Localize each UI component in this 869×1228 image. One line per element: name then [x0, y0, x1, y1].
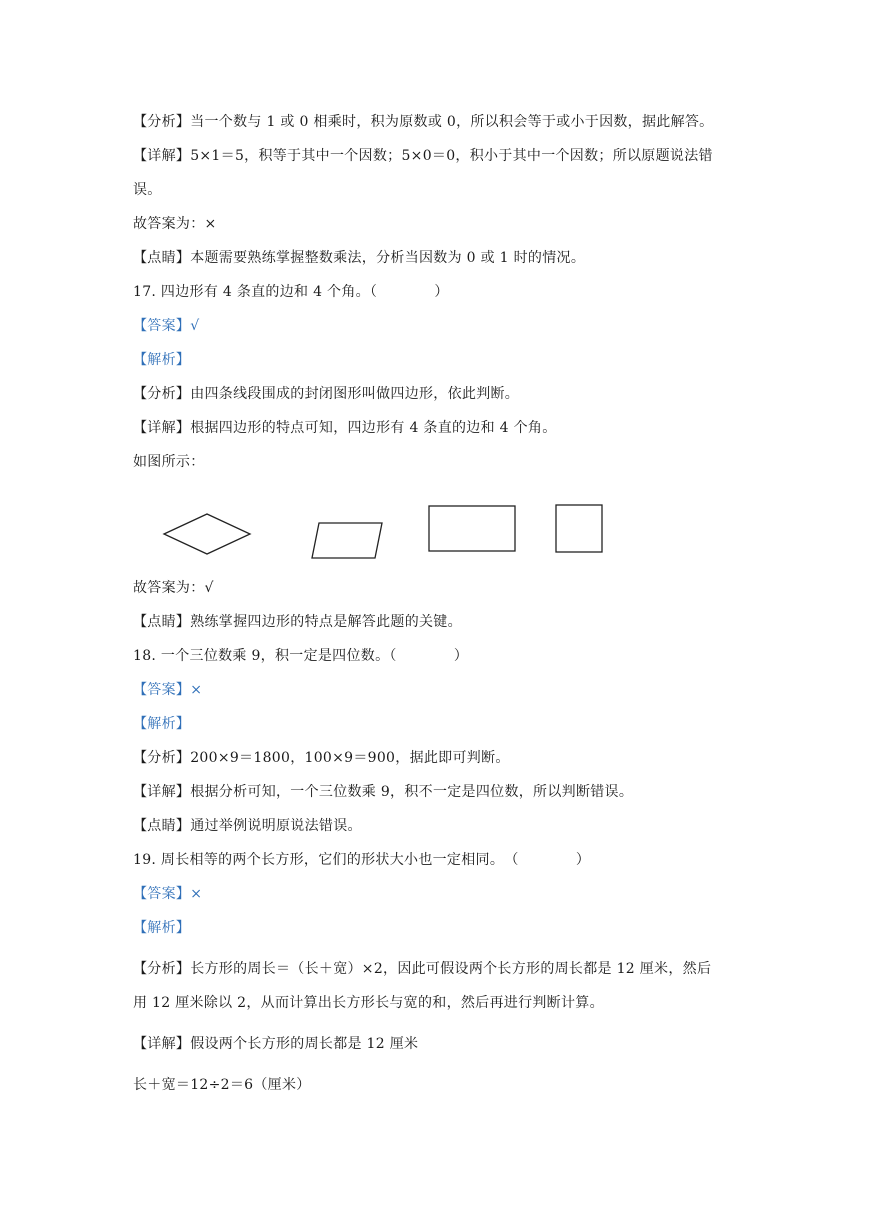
quadrilateral-figure — [150, 495, 620, 565]
q17-final-answer: 故答案为：√ — [133, 580, 214, 596]
q19-explain-header: 【解析】 — [133, 920, 191, 936]
q18-answer: 【答案】× — [133, 682, 203, 698]
q17-figure-caption: 如图所示： — [133, 454, 205, 470]
q19-detail: 【详解】假设两个长方形的周长都是 12 厘米 — [133, 1036, 419, 1052]
q18-detail: 【详解】根据分析可知，一个三位数乘 9，积不一定是四位数，所以判断错误。 — [133, 784, 634, 800]
q17-detail: 【详解】根据四边形的特点可知，四边形有 4 条直的边和 4 个角。 — [133, 420, 557, 436]
q17-comment: 【点睛】熟练掌握四边形的特点是解答此题的关键。 — [133, 614, 462, 630]
q19-question: 19. 周长相等的两个长方形，它们的形状大小也一定相同。 （ ） — [133, 852, 591, 868]
q16-comment: 【点睛】本题需要熟练掌握整数乘法，分析当因数为 0 或 1 时的情况。 — [133, 250, 586, 266]
q19-calculation: 长＋宽＝12÷2＝6（厘米） — [133, 1077, 311, 1093]
q19-analysis-line1: 【分析】长方形的周长＝（长＋宽）×2，因此可假设两个长方形的周长都是 12 厘米，然后 — [133, 961, 712, 977]
q18-comment: 【点睛】通过举例说明原说法错误。 — [133, 818, 362, 834]
q16-final-answer: 故答案为：× — [133, 216, 217, 232]
quadrilaterals-svg — [150, 495, 620, 565]
q16-analysis: 【分析】当一个数与 1 或 0 相乘时，积为原数或 0，所以积会等于或小于因数，据此解答。 — [133, 114, 714, 130]
q17-explain-header: 【解析】 — [133, 352, 191, 368]
q19-answer: 【答案】× — [133, 886, 203, 902]
q17-answer: 【答案】√ — [133, 318, 200, 334]
q18-analysis: 【分析】200×9＝1800，100×9＝900，据此即可判断。 — [133, 750, 510, 766]
rectangle-shape — [429, 506, 515, 551]
q16-detail-line1: 【详解】5×1＝5，积等于其中一个因数；5×0＝0，积小于其中一个因数；所以原题说法错 — [133, 148, 713, 164]
q17-question: 17. 四边形有 4 条直的边和 4 个角。（ ） — [133, 284, 449, 300]
q18-question: 18. 一个三位数乘 9，积一定是四位数。（ ） — [133, 648, 469, 664]
rhombus-shape — [164, 514, 250, 554]
q17-analysis: 【分析】由四条线段围成的封闭图形叫做四边形，依此判断。 — [133, 386, 520, 402]
q16-detail-line2: 误。 — [133, 182, 162, 198]
q19-analysis-line2: 用 12 厘米除以 2，从而计算出长方形长与宽的和，然后再进行判断计算。 — [133, 995, 604, 1011]
parallelogram-shape — [312, 523, 382, 558]
q18-explain-header: 【解析】 — [133, 716, 191, 732]
square-shape — [556, 505, 602, 552]
